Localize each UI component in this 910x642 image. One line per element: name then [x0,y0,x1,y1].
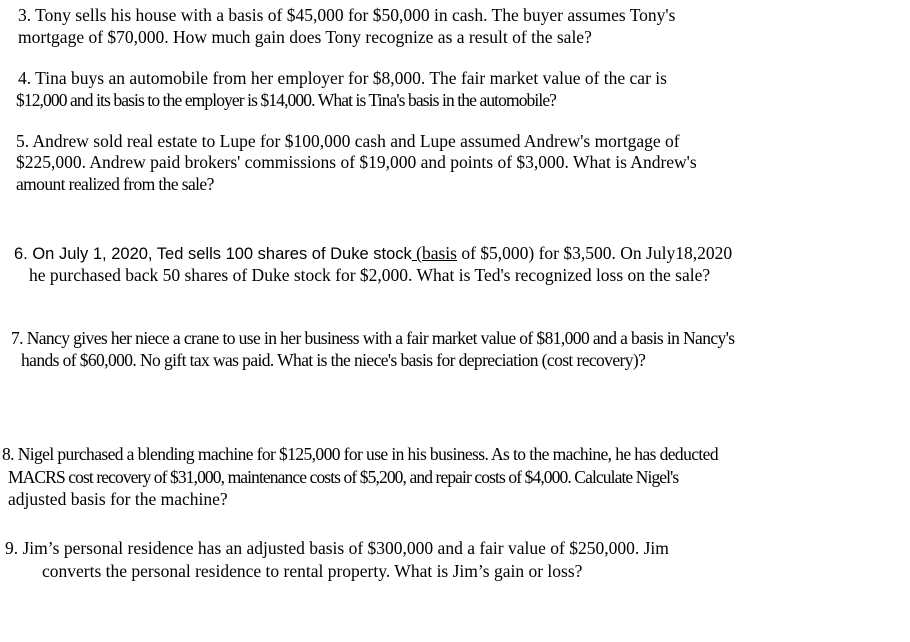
question-7-line-1: 7. Nancy gives her niece a crane to use in her business with a fair market value of $81,000 and a basis in Nancy's [11,328,735,348]
question-6-line-1-part-c: of $5,000) for $3,500. On July18,2020 [456,243,733,263]
question-8-line-1: 8. Nigel purchased a blending machine for $125,000 for use in his business. As to the machine, he has deducted [2,444,718,464]
question-6-line-1-part-b: (basis [411,243,457,263]
question-5-line-3: amount realized from the sale? [16,174,214,194]
question-8-line-3: adjusted basis for the machine? [8,489,228,509]
question-6-line-1-part-a: 6. On July 1, 2020, Ted sells 100 shares of Duke stock [14,245,412,263]
question-4-line-1: 4. Tina buys an automobile from her employer for $8,000. The fair market value of the car is [18,68,667,88]
question-4-line-2: $12,000 and its basis to the employer is $14,000. What is Tina's basis in the automobile? [16,90,557,110]
question-9-line-2: converts the personal residence to rental property. What is Jim’s gain or loss? [42,561,583,581]
question-7-line-2: hands of $60,000. No gift tax was paid. What is the niece's basis for depreciation (cost recovery)? [21,350,646,370]
question-3-line-1: 3. Tony sells his house with a basis of $45,000 for $50,000 in cash. The buyer assumes Tony's [18,5,676,25]
question-8-line-2: MACRS cost recovery of $31,000, maintenance costs of $5,200, and repair costs of $4,000. Calculate Nigel's [8,467,679,487]
question-6-line-2: he purchased back 50 shares of Duke stock for $2,000. What is Ted's recognized loss on the sale? [29,265,711,285]
question-3-line-2: mortgage of $70,000. How much gain does Tony recognize as a result of the sale? [18,27,592,47]
question-9-line-1: 9. Jim’s personal residence has an adjusted basis of $300,000 and a fair value of $250,000. Jim [5,538,669,558]
question-5-line-2: $225,000. Andrew paid brokers' commissions of $19,000 and points of $3,000. What is Andrew's [16,152,697,172]
question-6-line-1 [14,242,732,265]
question-5-line-1: 5. Andrew sold real estate to Lupe for $100,000 cash and Lupe assumed Andrew's mortgage of [16,131,680,151]
